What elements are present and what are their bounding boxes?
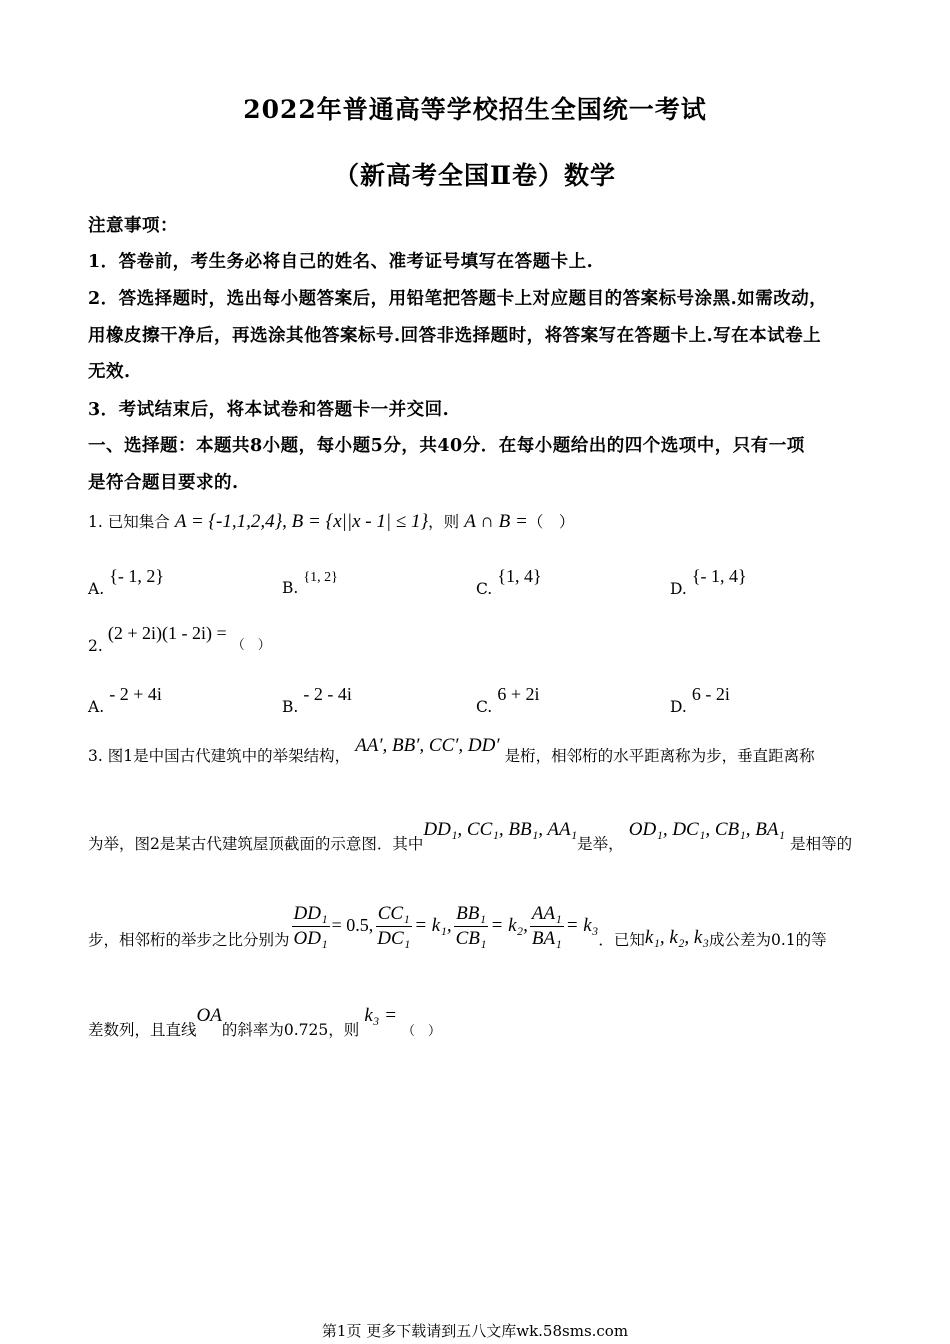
q2-expression: (2 + 2i)(1 - 2i) = [107, 623, 227, 643]
q3-fraction-1-denominator: OD₁ [293, 928, 328, 949]
q1-tail: ，则 [428, 513, 460, 531]
q3-fraction-2 [375, 902, 412, 951]
q2-option-d-value: 6 - 2i [691, 684, 730, 704]
q3-line-1-prefix: 3. 图1是中国古代建筑中的举架结构， [88, 747, 351, 765]
notice-item-3: 3．考试结束后，将本试卷和答题卡一并交回. [88, 400, 450, 420]
q1-option-d-label: D. [670, 580, 687, 598]
q3-line-2-tail: 是相等的 [790, 835, 853, 853]
q1-separator: , [282, 511, 292, 532]
q3-line-2-expression-1: DD₁, CC₁, BB₁, AA₁ [423, 819, 578, 840]
question-1 [88, 510, 574, 533]
q1-expression: A ∩ B = [464, 511, 528, 532]
q3-fraction-1 [292, 902, 330, 951]
q1-option-a-value: {- 1, 2} [109, 566, 164, 586]
q3-fraction-4-numerator: AA₁ [530, 902, 564, 927]
notice-item-2-line-1: 2．答选择题时，选出每小题答案后，用铅笔把答题卡上对应题目的答案标号涂黑.如需改动， [88, 289, 828, 309]
section-1-line-1: 一、选择题：本题共8小题，每小题5分，共40分．在每小题给出的四个选项中，只有一项 [88, 436, 805, 456]
q3-fraction-3-value: = k₂, [490, 915, 528, 936]
q3-line-4-expression: OA [196, 1005, 222, 1026]
q3-line-2-expression-2: OD₁, DC₁, CB₁, BA₁ [628, 819, 786, 840]
q3-line-4 [88, 1004, 442, 1039]
q3-line-3-mid: ．已知 [598, 931, 645, 949]
q1-option-a-label: A. [88, 580, 105, 598]
q1-option-d[interactable] [670, 566, 747, 598]
exam-subtitle: （新高考全国Ⅱ卷）数学 [333, 161, 617, 190]
q3-fraction-2-value: = k₁, [414, 915, 452, 936]
q1-paren: （ ） [527, 513, 575, 531]
q1-option-c[interactable] [476, 566, 542, 598]
q3-line-1-tail: 是桁，相邻桁的水平距离称为步，垂直距离称 [504, 747, 815, 765]
q2-prefix: 2. [88, 637, 103, 655]
q3-fraction-3-denominator: CB₁ [455, 928, 487, 949]
q3-fraction-1-numerator: DD₁ [292, 902, 330, 927]
page-footer: 第1页 更多下载请到五八文库wk.58sms.com [321, 1322, 629, 1340]
q2-option-c-value: 6 + 2i [497, 684, 540, 704]
question-2 [88, 623, 271, 655]
q3-fraction-4-denominator: BA₁ [531, 928, 562, 949]
q3-line-1 [88, 735, 815, 767]
q3-fraction-1-value: = 0.5, [331, 915, 374, 935]
q1-option-c-label: C. [476, 580, 493, 598]
notice-heading: 注意事项： [88, 216, 178, 236]
q1-prefix: 1. 已知集合 [88, 513, 170, 531]
q3-line-3-tail: 成公差为0.1的等 [708, 931, 827, 949]
q3-line-4-paren: （ ） [402, 1024, 442, 1039]
q2-paren: （ ） [231, 638, 271, 653]
q3-line-2-prefix: 为举，图2是某古代建筑屋顶截面的示意图．其中 [88, 835, 424, 853]
exam-title: 2022年普通高等学校招生全国统一考试 [243, 95, 707, 124]
q1-option-b-value: {1, 2} [303, 570, 338, 585]
q1-option-b-label: B. [282, 579, 299, 597]
section-1-line-2: 是符合题目要求的. [88, 473, 239, 493]
q3-fraction-4 [530, 902, 564, 951]
q3-fraction-3 [454, 902, 489, 951]
q3-line-1-expression: AA′, BB′, CC′, DD′ [355, 735, 500, 756]
q1-set-a: A = {-1,1,2,4} [174, 511, 283, 532]
q3-fraction-2-numerator: CC₁ [376, 902, 412, 927]
q2-option-d-label: D. [670, 698, 687, 716]
q3-line-2 [88, 818, 853, 853]
notice-item-2-line-2: 用橡皮擦干净后，再选涂其他答案标号.回答非选择题时，将答案写在答题卡上.写在本试卷上 [88, 326, 822, 346]
q2-option-b-label: B. [282, 698, 299, 716]
q2-option-d[interactable] [670, 684, 730, 716]
q3-fraction-3-numerator: BB₁ [454, 902, 488, 927]
q1-option-c-value: {1, 4} [497, 566, 542, 586]
q3-line-3-prefix: 步，相邻桁的举步之比分别为 [88, 931, 290, 949]
q3-line-4-mid: 的斜率为0.725，则 [221, 1021, 360, 1039]
q1-option-d-value: {- 1, 4} [691, 566, 747, 586]
q2-option-a-value: - 2 + 4i [109, 684, 162, 704]
q3-line-3-expression: k₁, k₂, k₃ [644, 927, 709, 948]
q1-option-b[interactable] [282, 566, 338, 597]
q2-option-c-label: C. [476, 698, 493, 716]
q3-line-3 [88, 902, 827, 951]
q2-option-a[interactable] [88, 684, 162, 716]
notice-item-1: 1．答卷前，考生务必将自己的姓名、准考证号填写在答题卡上. [88, 252, 594, 272]
q2-option-b-value: - 2 - 4i [303, 684, 352, 704]
q2-option-c[interactable] [476, 684, 540, 716]
q2-option-b[interactable] [282, 684, 352, 716]
q1-set-b: B = {x||x - 1| ≤ 1} [291, 511, 429, 532]
q3-line-2-mid: 是举， [577, 835, 624, 853]
q3-line-4-expression-2: k₃ = [364, 1005, 397, 1026]
q2-option-a-label: A. [88, 698, 105, 716]
notice-item-2-line-3: 无效. [88, 362, 131, 382]
q3-line-4-prefix: 差数列，且直线 [88, 1021, 197, 1039]
q3-fraction-4-value: = k₃ [565, 915, 599, 936]
q1-option-a[interactable] [88, 566, 164, 598]
q3-fraction-2-denominator: DC₁ [377, 928, 411, 949]
